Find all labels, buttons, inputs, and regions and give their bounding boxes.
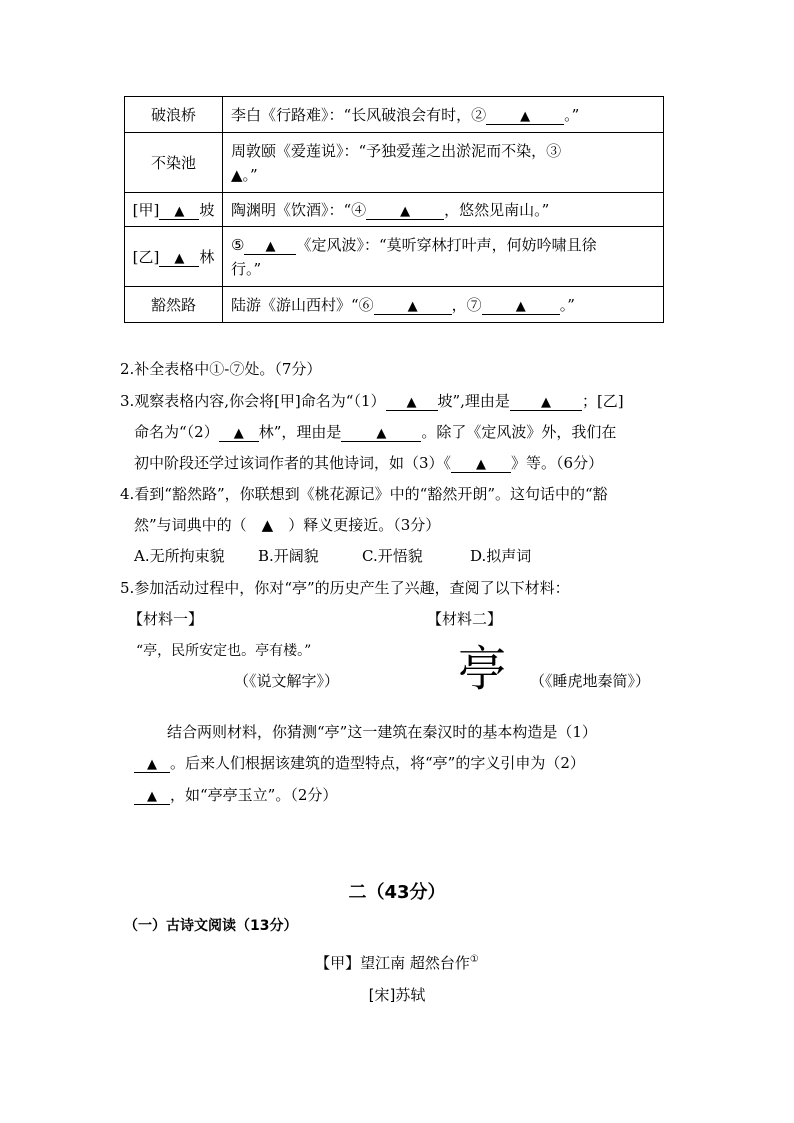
- subsection-title: （一）古诗文阅读（13分）: [124, 918, 298, 934]
- place-cell: [乙] ▲ 林: [125, 227, 223, 287]
- question-2: 2.补全表格中①-⑦处。（7分）: [120, 360, 322, 378]
- question-5-para-line-2: ▲ 。后来人们根据该建筑的造型特点，将“亭”的字义引申为（2）: [134, 752, 585, 773]
- option-c: C.开悟貌: [362, 547, 423, 565]
- table-row: [125, 133, 664, 193]
- material-1-label: 【材料一】: [128, 610, 204, 628]
- seal-script-ting-glyph: 亭: [458, 641, 507, 697]
- material-1-quote: “亭，民所安定也。亭有楼。”: [136, 643, 312, 659]
- table-row: [125, 227, 664, 287]
- question-3-line-3: 初中阶段还学过该词作者的其他诗词，如（3）《 ▲ 》等。（6分）: [134, 454, 604, 472]
- material-2-label: 【材料二】: [427, 610, 503, 628]
- poem-author: [宋]苏轼: [368, 986, 426, 1004]
- activity-table: [124, 96, 664, 323]
- material-1-source: （《说文解字》）: [234, 672, 340, 690]
- poem-title: 【甲】望江南 超然台作①: [315, 954, 479, 972]
- section-title: 二（43分）: [348, 882, 446, 903]
- place-cell: 不染池: [125, 133, 223, 193]
- question-4-options: [134, 545, 531, 566]
- question-5-para-line-1: 结合两则材料，你猜测“亭”这一建筑在秦汉时的基本构造是（1）: [167, 723, 597, 741]
- footnote-marker: ①: [469, 954, 479, 965]
- question-5-para-line-3: ▲ ，如“亭亭玉立”。（2分）: [134, 784, 337, 805]
- place-cell: 豁然路: [125, 287, 223, 323]
- question-4-line-2: 然”与词典中的（ ▲ ）释义更接近。（3分）: [134, 516, 441, 534]
- table-row: [125, 97, 664, 133]
- option-d: D.拟声词: [470, 547, 532, 565]
- question-4-line-1: 4.看到“豁然路”，你联想到《桃花源记》中的“豁然开朗”。这句话中的“豁: [120, 485, 608, 503]
- content-cell: ⑤ ▲ 《定风波》：“莫听穿林打叶声，何妨吟啸且徐 行。”: [223, 227, 664, 287]
- option-a: A.无所拘束貌: [134, 547, 225, 565]
- material-2-source: （《睡虎地秦简》）: [530, 672, 651, 690]
- table-row: [125, 287, 664, 323]
- option-b: B.开阔貌: [258, 547, 319, 565]
- question-3-line-1: 3.观察表格内容,你会将[甲]命名为“（1） ▲ 坡”,理由是 ▲ ；[乙]: [120, 392, 624, 410]
- content-cell: 周敦颐《爱莲说》：“予独爱莲之出淤泥而不染，③ ▲。”: [223, 133, 664, 193]
- table-row: [125, 193, 664, 227]
- question-5: 5.参加活动过程中，你对“亭”的历史产生了兴趣，查阅了以下材料：: [120, 579, 570, 597]
- content-cell: 陆游《游山西村》“⑥ ▲ ，⑦ ▲ 。”: [223, 287, 664, 323]
- question-3-line-2: 命名为“（2） ▲ 林”，理由是 ▲ 。除了《定风波》外，我们在: [134, 423, 617, 441]
- content-cell: 陶渊明《饮酒》：“④ ▲ ，悠然见南山。”: [223, 193, 664, 227]
- place-cell: 破浪桥: [125, 97, 223, 133]
- content-cell: 李白《行路难》：“长风破浪会有时，② ▲ 。”: [223, 97, 664, 133]
- place-cell: [甲] ▲ 坡: [125, 193, 223, 227]
